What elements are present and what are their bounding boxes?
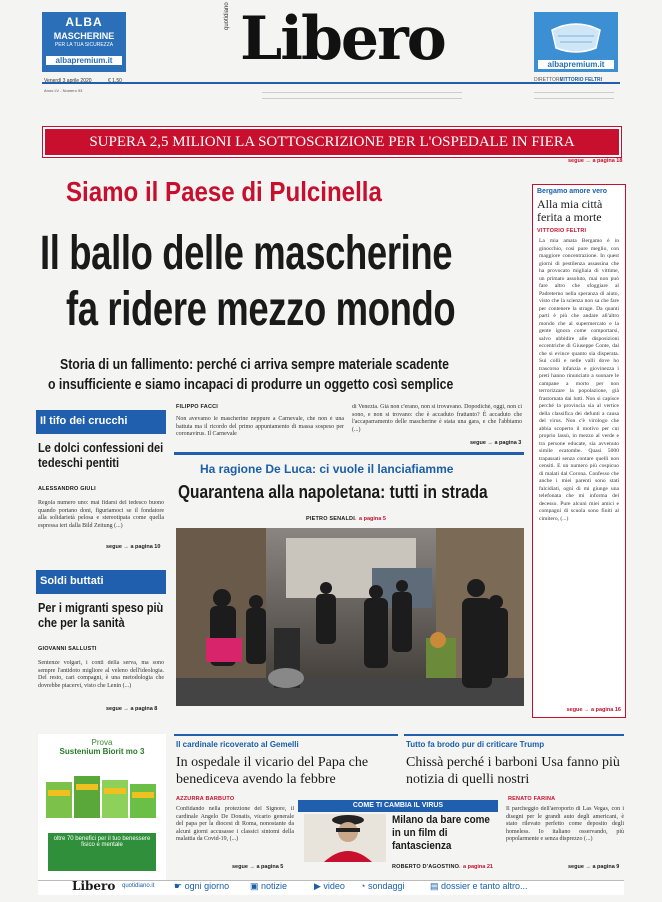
product-boxes-image bbox=[38, 756, 166, 826]
main-headline-2: fa ridere mezzo mondo bbox=[66, 283, 456, 336]
product-ad-offer: oltre 70 benefici per il tuo benessere fisico e mentale bbox=[48, 833, 156, 871]
footer-item-video[interactable]: ▶ video bbox=[314, 881, 345, 891]
left-ad-site: albapremium.it bbox=[46, 56, 122, 65]
masthead-title: Libero bbox=[240, 4, 445, 74]
pope-body: Confidando nella protezione del Signore, il cardinale Angelo De Donatis, vicario generale del papa per la diocesi di Roma, nonostante da alcuni giorni accusasse i classici sintomi della malattia da Covid-19, (...) bbox=[176, 806, 294, 843]
trump-body: Il parcheggio dell'aeroporto di Las Vegas, con i disegni per le grandi auto degli americani, è stato rilevato perfetto come deposito degli homeless. Io italiano osservando, più popolarmente e senza disprezzo (...) bbox=[506, 806, 624, 843]
masthead-logo[interactable] bbox=[210, 2, 470, 80]
photo-byline: PIETRO SENALDI bbox=[306, 516, 355, 522]
product-ad-line1: Prova bbox=[91, 738, 113, 747]
virus-photo bbox=[304, 814, 386, 862]
virus-ref[interactable]: → a pagina 21 bbox=[456, 864, 493, 870]
footer-item-ogni-giorno[interactable]: ☛ ogni giorno bbox=[174, 881, 230, 891]
trump-kicker: Tutto fa brodo pur di criticare Trump bbox=[406, 740, 545, 749]
pope-title: In ospedale il vicario del Papa che benediceva avendo la febbre bbox=[176, 755, 369, 787]
street-photo bbox=[176, 528, 524, 706]
col2-byline: GIOVANNI SALLUSTI bbox=[38, 646, 97, 652]
trump-ref[interactable]: segue → a pagina 9 bbox=[568, 864, 620, 870]
left-ad-brand: ALBA bbox=[65, 15, 103, 29]
banner-ref[interactable]: segue → a pagina 18 bbox=[568, 158, 623, 164]
masthead-small-logo: quotidiano bbox=[224, 2, 230, 30]
main-byline: FILIPPO FACCI bbox=[176, 404, 219, 410]
product-ad-line2: Sustenium Biorit mo 3 bbox=[59, 747, 145, 756]
banner[interactable] bbox=[42, 126, 622, 158]
mask-icon bbox=[534, 12, 618, 60]
left-ad-line1: MASCHERINE bbox=[53, 31, 115, 41]
main-kicker: Siamo il Paese di Pulcinella bbox=[66, 176, 382, 207]
col1-byline: ALESSANDRO GIULI bbox=[38, 486, 96, 492]
col2-label: Soldi buttati bbox=[36, 570, 166, 592]
editorial-ref[interactable]: segue → a pagina 16 bbox=[566, 707, 621, 713]
photo-kicker: Ha ragione De Luca: ci vuole il lanciafiamme bbox=[200, 462, 454, 476]
footer-item-dossier[interactable]: ▤ dossier e tanto altro... bbox=[430, 881, 528, 891]
footer-logo[interactable]: Libero bbox=[72, 879, 116, 893]
dateline-price: € 1,50 bbox=[108, 78, 122, 84]
footer-bar bbox=[38, 880, 624, 895]
right-ad[interactable] bbox=[534, 12, 618, 72]
virus-label: COME TI CAMBIA IL VIRUS bbox=[298, 800, 498, 812]
editorial-label: Bergamo amore vero bbox=[537, 188, 608, 195]
footer-item-notizie[interactable]: ▣ notizie bbox=[250, 881, 288, 891]
main-sub-2: o insufficiente e siamo incapaci di produrre un oggetto così semplice bbox=[48, 376, 454, 393]
editorial-body: La mia amata Bergamo è in ginocchio, così pure meglio, con maggiore concentrazione. In quest giorni di pestilenza assassina che ha provocato migliaia di vittime, un primato assoluto, mai non può fare altro che sfoggiare al Padreterno nella speranza di aiuto, visto che la scienza non sa che fare per contenere la strage. Da quanti parti è più che andare all'altro mondo che al supermercato e la gente ignora come comportarsi, salvo ubbidire alle disposizioni eccentriche di Giuseppe Conte, dal che si evince quanto sia disperata. Sui colli e nelle valli dove ho trascorso infanzia e giovinezza i preti hanno rinunciato a suonare le campane a morto per non terrorizzare la popolazione, già frastornata dai lutti. Non si capisce perché la provincia sia al vertice della classifica dei defunti a causa del virus. Non c'è virologo che abbia scoperto il motivo per cui proprio lassù, in mezzo al verde e tra persone educate, sia avvenuto simile ecatombe. Quasi 5000 trapassati senza contare quelli non censiti. E un numero più cospicuo di malati dal Corona. Confesso che anche i miei parenti sono stati falcidiati, ogni di mi giunge una telefonata che mi informa del decesso. Pure alcuni miei amici e compagni di scuola sono finiti al cimitero, (...) bbox=[539, 238, 619, 522]
editorial-title: Alla mia città ferita a morte bbox=[537, 197, 603, 224]
editorial-box bbox=[532, 184, 626, 718]
col1-body: Regola numero uno: mai fidarsi del tedesco buono quando portano doni, figuriamoci se il fondatore alla solidarietà pelosa e stereotipata come quella espressa ieri dalla Bild Zeitung (...) bbox=[38, 500, 164, 529]
director-label: DIRETTORE bbox=[534, 77, 563, 83]
pope-ref[interactable]: segue → a pagina 5 bbox=[232, 864, 284, 870]
pope-byline: AZZURRA BARBUTO bbox=[176, 796, 235, 802]
virus-title: Milano da bare come in un film di fantascienza bbox=[392, 814, 490, 852]
director-name: VITTORIO FELTRI bbox=[560, 77, 603, 83]
col2-title: Per i migranti speso più che per la sanità bbox=[38, 600, 164, 630]
product-ad[interactable] bbox=[38, 734, 166, 880]
left-ad-line2: PER LA TUA SICUREZZA bbox=[54, 42, 114, 48]
main-sub-1: Storia di un fallimento: perché ci arriva sempre materiale scadente bbox=[60, 356, 449, 373]
main-ref[interactable]: segue → a pagina 3 bbox=[470, 440, 522, 446]
virus-byline: ROBERTO D'AGOSTINO bbox=[392, 864, 460, 870]
pope-kicker: Il cardinale ricoverato al Gemelli bbox=[176, 740, 299, 749]
trump-title: Chissà perché i barboni Usa fanno più notizia di quelli nostri bbox=[406, 755, 620, 787]
right-ad-site: albapremium.it bbox=[538, 60, 614, 69]
main-headline-1: Il ballo delle mascherine bbox=[40, 227, 453, 280]
naples-street-image bbox=[176, 528, 524, 706]
col1-title: Le dolci confessioni dei tedeschi pentiti bbox=[38, 440, 164, 470]
editorial-byline: VITTORIO FELTRI bbox=[537, 228, 587, 234]
main-body-2: di Venezia. Già non c'erano, non si trovavano. Dopodiché, oggi, non ci sono, e non si trovano: che è accaduto frattanto? È accaduto che l'accaparramento delle mascherine è stata una gara, e che l'abbiamo (...) bbox=[352, 404, 522, 433]
col2-ref[interactable]: segue → a pagina 8 bbox=[106, 706, 158, 712]
dateline-year: Anno LV - Numero 93 bbox=[44, 88, 83, 93]
left-ad[interactable] bbox=[42, 12, 126, 72]
main-body-1: Non avevamo le mascherine neppure a Carnevale, che non è una battuta ma il ricordo del primo appuntamento di massa sospeso per coronavirus. Il Carnevale bbox=[176, 416, 344, 438]
banner-text: SUPERA 2,5 MILIONI LA SOTTOSCRIZIONE PER L'OSPEDALE IN FIERA bbox=[45, 129, 619, 155]
trump-byline: RENATO FARINA bbox=[508, 796, 556, 802]
portrait-image bbox=[304, 814, 386, 862]
col1-label: Il tifo dei crucchi bbox=[36, 410, 166, 432]
col2-body: Sentenze volgari, i conti della serva, ma sono sempre l'antidoto migliore al veleno dell'ideologia. Del resto, cari compagni, è una metodologia che dovrebbe piacervi, visto che Lenin (...) bbox=[38, 660, 164, 689]
col1-ref[interactable]: segue → a pagina 10 bbox=[106, 544, 161, 550]
photo-ref[interactable]: → a pagina 5 bbox=[352, 516, 386, 522]
footer-logo-sub: quotidiano.it bbox=[122, 883, 155, 889]
dateline-date: Venerdì 3 aprile 2020 bbox=[44, 78, 92, 84]
photo-title: Quarantena alla napoletana: tutti in strada bbox=[178, 482, 488, 502]
footer-item-sondaggi[interactable]: ◔ sondaggi bbox=[360, 881, 405, 891]
